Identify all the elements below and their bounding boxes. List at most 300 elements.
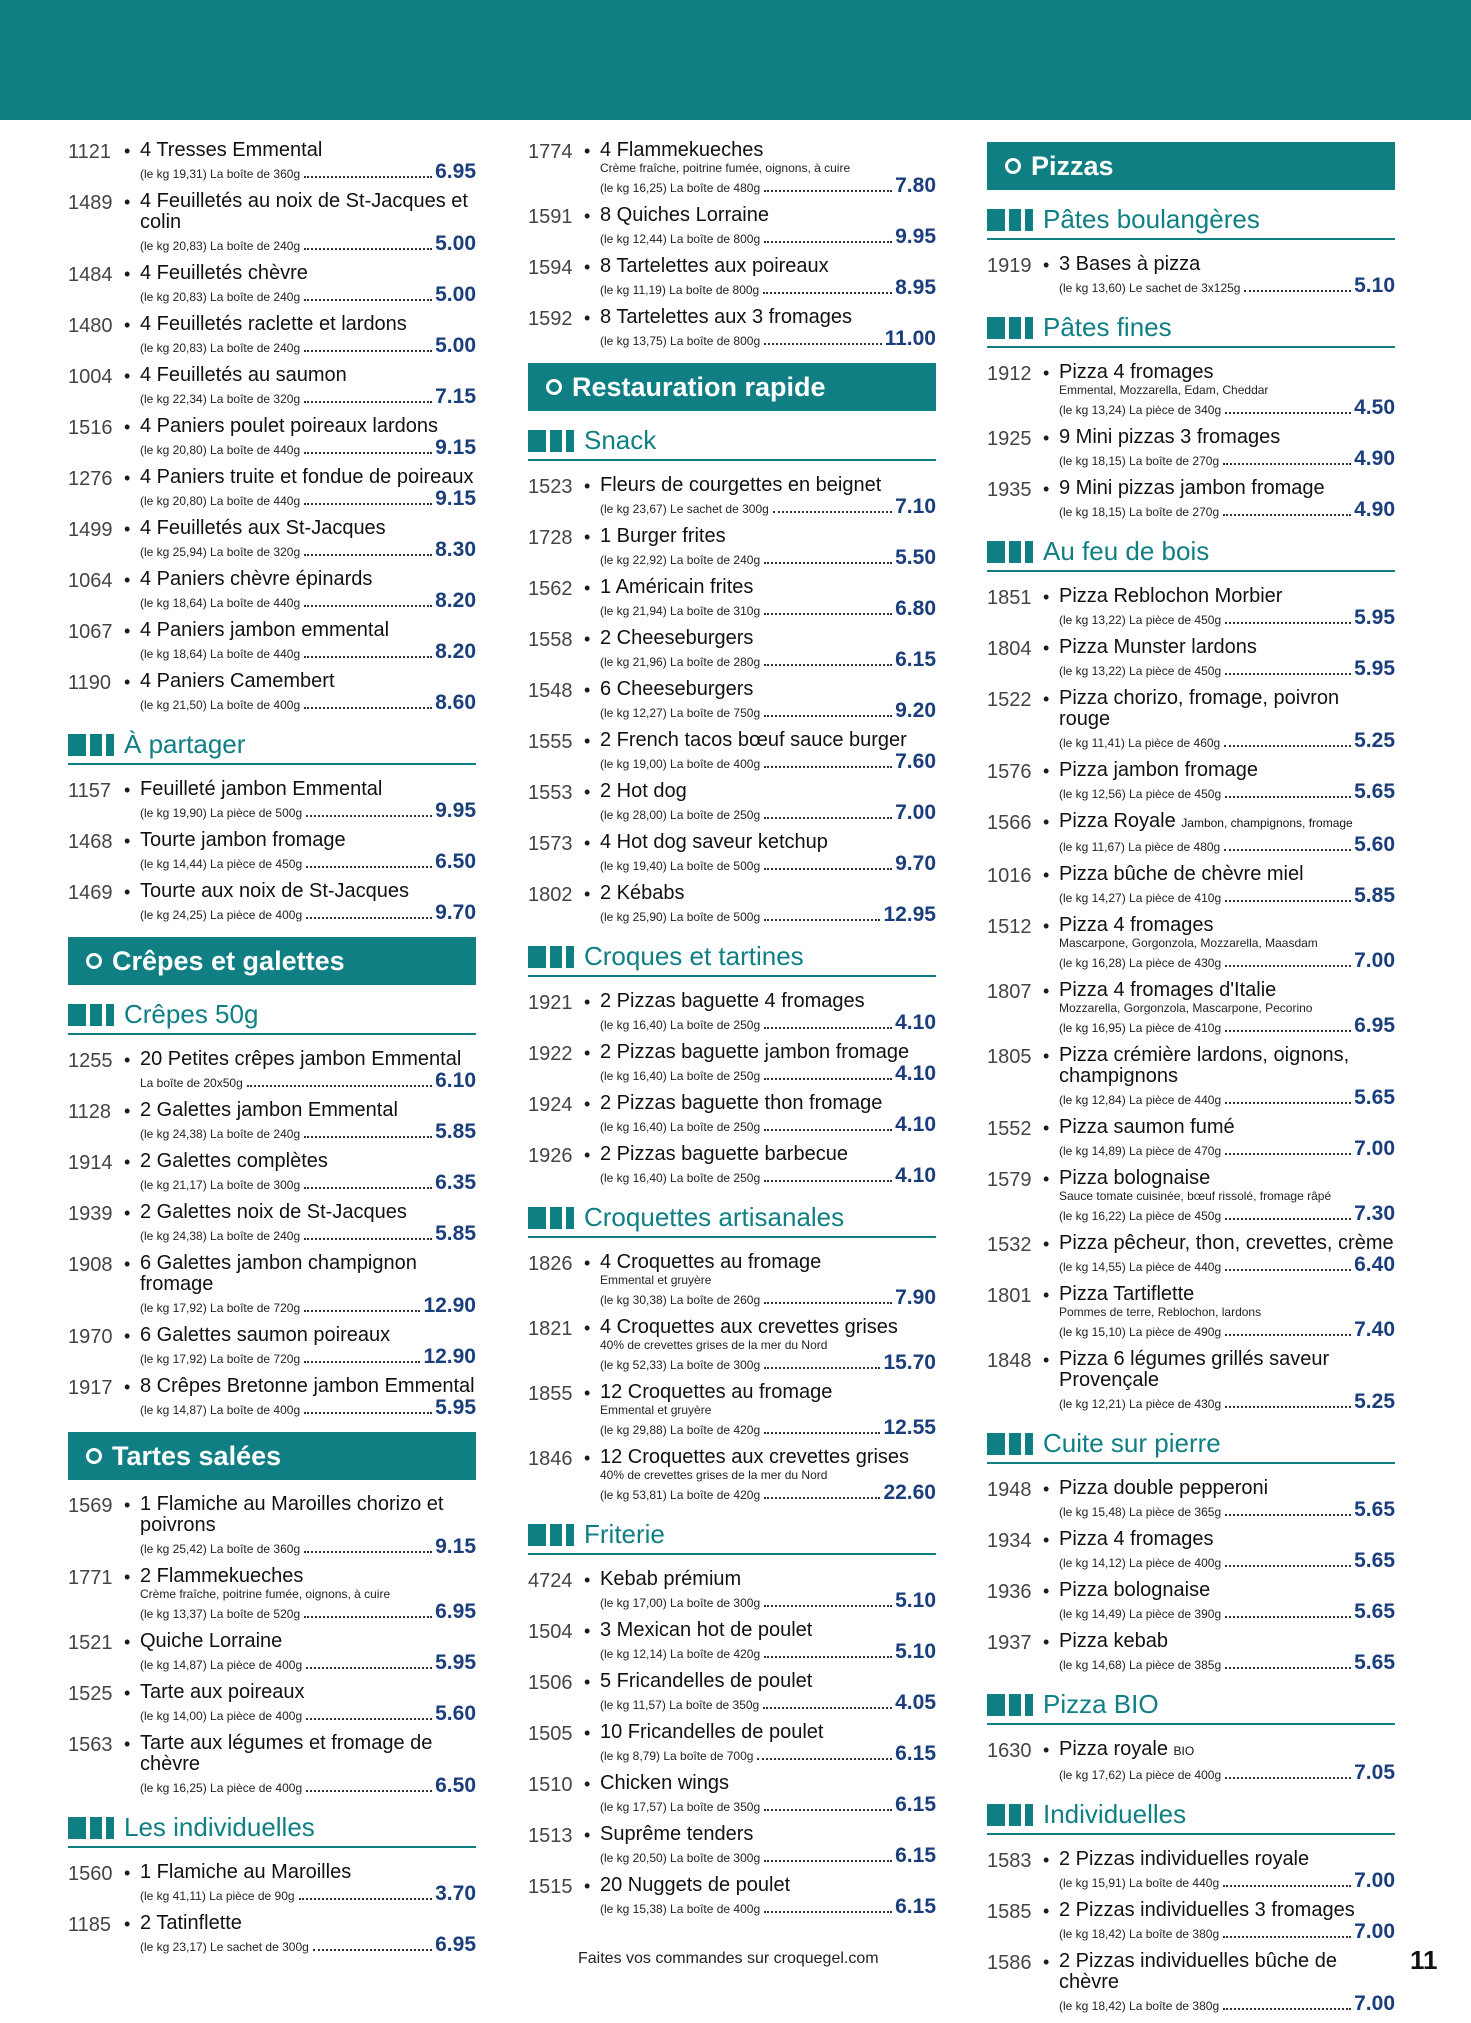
product-row — [987, 478, 1395, 522]
product-code: 1157 — [68, 780, 112, 802]
product-body — [600, 140, 936, 198]
product-name — [600, 991, 936, 1012]
price-line — [600, 1351, 936, 1375]
dot-leader — [1225, 1565, 1351, 1567]
product-row — [68, 1100, 476, 1144]
product-price: 6.95 — [435, 1600, 476, 1623]
product-list — [987, 254, 1395, 298]
product-body — [600, 1144, 936, 1188]
dot-leader — [1225, 900, 1351, 902]
product-name-text: 2 Galettes jambon Emmental — [140, 1099, 398, 1121]
unit-price: (le kg 16,95) La pièce de 410g — [1059, 1021, 1222, 1035]
unit-price: (le kg 20,83) La boîte de 240g — [140, 239, 301, 253]
subsection-title: Au feu de bois — [1043, 536, 1210, 566]
dot-leader — [306, 1667, 432, 1669]
product-body — [1059, 864, 1395, 908]
dot-leader — [764, 1180, 892, 1182]
product-name — [600, 1875, 936, 1896]
product-body — [1059, 1739, 1395, 1785]
product-name-text: 1 Burger frites — [600, 525, 726, 547]
product-body — [140, 779, 476, 823]
bullet-icon: • — [1043, 638, 1050, 658]
product-name-text: 4 Feuilletés raclette et lardons — [140, 313, 407, 335]
price-line — [1059, 657, 1395, 681]
section-title: Tartes salées — [112, 1440, 282, 1471]
dot-leader — [1225, 1030, 1351, 1032]
product-name — [600, 679, 936, 700]
price-line — [140, 160, 476, 184]
product-list — [68, 140, 476, 715]
bullet-icon: • — [584, 1723, 591, 1743]
bullet-icon: • — [124, 141, 131, 161]
price-line — [600, 801, 936, 825]
product-body — [140, 1151, 476, 1195]
product-code: 1826 — [528, 1253, 573, 1275]
dot-leader — [764, 1605, 892, 1607]
dot-leader — [304, 299, 432, 301]
bullet-icon: • — [124, 1203, 131, 1223]
unit-price: (le kg 24,38) La boîte de 240g — [140, 1127, 301, 1141]
bullet-icon: • — [124, 468, 131, 488]
product-name — [600, 1252, 936, 1273]
price-line — [600, 1895, 936, 1919]
bullet-icon: • — [584, 884, 591, 904]
product-price: 5.65 — [1354, 1600, 1395, 1623]
price-line — [600, 750, 936, 774]
product-body — [1059, 811, 1395, 857]
product-price: 7.80 — [895, 174, 936, 197]
bullet-icon: • — [124, 1495, 131, 1515]
product-code: 1576 — [987, 761, 1032, 783]
product-price: 8.60 — [435, 691, 476, 714]
section-title: Pizzas — [1031, 150, 1114, 181]
product-name-text: 9 Mini pizzas jambon fromage — [1059, 477, 1325, 499]
product-body — [140, 1100, 476, 1144]
product-code: 1064 — [68, 570, 113, 592]
unit-price: (le kg 12,56) La pièce de 450g — [1059, 787, 1222, 801]
product-row — [528, 475, 936, 519]
product-row — [68, 365, 476, 409]
product-list — [528, 991, 936, 1188]
subsection-title: À partager — [124, 729, 246, 759]
product-body — [600, 577, 936, 621]
product-name-text: 2 Pizzas individuelles 3 fromages — [1059, 1899, 1355, 1921]
product-description: Sauce tomate cuisinée, bœuf rissolé, fromage râpé — [1059, 1189, 1332, 1203]
dot-leader — [304, 1310, 420, 1312]
price-line — [600, 174, 936, 198]
product-list — [987, 586, 1395, 1414]
bars-icon — [987, 1804, 1037, 1826]
dot-leader — [1225, 1667, 1351, 1669]
product-row — [528, 730, 936, 774]
product-description: Pommes de terre, Reblochon, lardons — [1059, 1305, 1262, 1319]
product-name-text: 8 Crêpes Bretonne jambon Emmental — [140, 1375, 475, 1397]
product-name-text: Pizza bolognaise — [1059, 1167, 1211, 1189]
product-code: 1937 — [987, 1632, 1032, 1654]
unit-price: (le kg 18,42) La boîte de 380g — [1059, 1927, 1220, 1941]
unit-price: (le kg 14,27) La pièce de 410g — [1059, 891, 1222, 905]
product-list — [528, 1569, 936, 1919]
price-line — [140, 1294, 476, 1318]
product-body — [140, 467, 476, 511]
product-name-text: Pizza 4 fromages — [1059, 361, 1214, 383]
product-name — [140, 569, 476, 590]
product-body — [140, 1913, 476, 1957]
product-code: 1926 — [528, 1145, 573, 1167]
product-body — [1059, 637, 1395, 681]
product-code: 1821 — [528, 1318, 573, 1340]
product-name-text: 2 Pizzas baguette 4 fromages — [600, 990, 865, 1012]
unit-price: (le kg 19,00) La boîte de 400g — [600, 757, 761, 771]
dot-leader — [1225, 673, 1351, 675]
product-row — [987, 811, 1395, 857]
product-name — [140, 671, 476, 692]
product-price: 4.10 — [895, 1011, 936, 1034]
product-code: 1128 — [68, 1101, 112, 1123]
dot-leader — [1225, 1153, 1351, 1155]
product-name-text: 2 Hot dog — [600, 780, 687, 802]
unit-price: (le kg 17,00) La boîte de 300g — [600, 1596, 761, 1610]
product-name — [1059, 915, 1395, 936]
product-code: 1523 — [528, 476, 573, 498]
dot-leader — [1244, 290, 1351, 292]
product-row — [68, 1494, 476, 1559]
product-name-text: 4 Flammekueches — [600, 139, 764, 161]
bullet-icon: • — [1043, 981, 1050, 1001]
product-name-text: 4 Feuilletés aux St-Jacques — [140, 517, 386, 539]
dot-leader — [304, 1551, 432, 1553]
product-price: 5.00 — [435, 334, 476, 357]
unit-price: (le kg 12,21) La pièce de 430g — [1059, 1397, 1222, 1411]
bullet-icon: • — [124, 1152, 131, 1172]
unit-price: (le kg 14,49) La pièce de 390g — [1059, 1607, 1222, 1621]
price-line — [1059, 1014, 1395, 1038]
product-description: Mozzarella, Gorgonzola, Mascarpone, Pecorino — [1059, 1001, 1313, 1015]
product-name — [600, 577, 936, 598]
product-price: 5.95 — [435, 1396, 476, 1419]
dot-leader — [764, 562, 892, 564]
product-body — [1059, 915, 1395, 973]
product-list — [987, 362, 1395, 522]
product-price: 7.15 — [435, 385, 476, 408]
dot-leader — [299, 1898, 433, 1900]
dot-leader — [304, 401, 432, 403]
product-code: 1521 — [68, 1632, 113, 1654]
product-name — [600, 781, 936, 802]
price-line — [1059, 949, 1395, 973]
dot-leader — [1225, 965, 1351, 967]
unit-price: (le kg 25,94) La boîte de 320g — [140, 545, 301, 559]
unit-price: (le kg 16,40) La boîte de 250g — [600, 1018, 761, 1032]
product-description: Mascarpone, Gorgonzola, Mozzarella, Maasdam — [1059, 936, 1318, 950]
unit-price: (le kg 28,00) La boîte de 250g — [600, 808, 761, 822]
product-row — [528, 1569, 936, 1613]
product-body — [140, 365, 476, 409]
bars-icon — [68, 1817, 118, 1839]
product-price: 5.25 — [1354, 729, 1395, 752]
price-line — [140, 1171, 476, 1195]
bars-icon — [987, 317, 1037, 339]
dot-leader — [306, 1790, 432, 1792]
product-name-text: 4 Croquettes au fromage — [600, 1251, 822, 1273]
product-code: 1016 — [987, 865, 1032, 887]
product-name — [1059, 1349, 1395, 1391]
subsection-pizza-bio — [987, 1689, 1395, 1725]
product-row — [68, 518, 476, 562]
product-body — [600, 1317, 936, 1375]
product-name-text: 4 Croquettes aux crevettes grises — [600, 1316, 898, 1338]
product-name-text: 8 Quiches Lorraine — [600, 204, 769, 226]
dot-leader — [764, 1497, 880, 1499]
dot-leader — [304, 503, 432, 505]
subsection-friterie — [528, 1519, 936, 1555]
bullet-icon: • — [1043, 1169, 1050, 1189]
product-price: 9.95 — [895, 225, 936, 248]
product-description: Crème fraîche, poitrine fumée, oignons, à cuire — [600, 161, 851, 175]
bullet-icon: • — [1043, 1632, 1050, 1652]
product-name — [1059, 1951, 1395, 1993]
product-row — [68, 1913, 476, 1957]
product-price: 5.10 — [895, 1640, 936, 1663]
product-body — [1059, 980, 1395, 1038]
product-list — [528, 475, 936, 927]
product-code: 1948 — [987, 1479, 1032, 1501]
price-line — [140, 1702, 476, 1726]
section-tartes-salees — [68, 1432, 476, 1480]
subsection-title: Snack — [584, 425, 657, 455]
bullet-icon: • — [124, 1863, 131, 1883]
product-price: 6.35 — [435, 1171, 476, 1194]
product-body — [1059, 1284, 1395, 1342]
bullet-icon: • — [584, 833, 591, 853]
product-row — [987, 980, 1395, 1038]
product-name-text: 4 Paniers Camembert — [140, 670, 335, 692]
unit-price: (le kg 8,79) La boîte de 700g — [600, 1749, 754, 1763]
product-body — [140, 881, 476, 925]
product-name-text: 12 Croquettes au fromage — [600, 1381, 833, 1403]
unit-price: (le kg 15,10) La pièce de 490g — [1059, 1325, 1222, 1339]
unit-price: (le kg 29,88) La boîte de 420g — [600, 1423, 761, 1437]
dot-leader — [764, 1027, 892, 1029]
unit-price: (le kg 18,42) La boîte de 380g — [1059, 1999, 1220, 2013]
product-name — [140, 1913, 476, 1934]
price-line — [1059, 1651, 1395, 1675]
product-name — [140, 518, 476, 539]
product-name — [1059, 362, 1395, 383]
product-body — [600, 1252, 936, 1310]
product-name — [140, 881, 476, 902]
product-name — [140, 779, 476, 800]
product-code: 1594 — [528, 257, 573, 279]
product-body — [1059, 1478, 1395, 1522]
unit-price: (le kg 13,22) La pièce de 450g — [1059, 613, 1222, 627]
product-name-text: 4 Feuilletés au saumon — [140, 364, 347, 386]
product-name-text: 2 Pizzas individuelles royale — [1059, 1848, 1310, 1870]
product-price: 6.50 — [435, 1774, 476, 1797]
price-line — [140, 1222, 476, 1246]
product-body — [600, 205, 936, 249]
product-row — [68, 314, 476, 358]
product-price: 5.85 — [435, 1222, 476, 1245]
price-line — [600, 903, 936, 927]
product-description: Emmental et gruyère — [600, 1273, 712, 1287]
product-name-text: 1 Flamiche au Maroilles — [140, 1861, 352, 1883]
product-row — [528, 883, 936, 927]
product-name-text: 2 Flammekueches — [140, 1565, 304, 1587]
price-line — [1059, 1253, 1395, 1277]
bars-icon — [987, 1433, 1037, 1455]
product-name-text: 1 Flamiche au Maroilles chorizo et poivrons — [140, 1493, 444, 1536]
product-row — [987, 1045, 1395, 1110]
dot-leader — [304, 605, 432, 607]
price-line — [600, 699, 936, 723]
product-name-note: Jambon, champignons, fromage — [1181, 816, 1353, 830]
dot-leader — [304, 1187, 432, 1189]
bullet-icon: • — [584, 1043, 591, 1063]
bullet-icon: • — [1043, 428, 1050, 448]
bullet-icon: • — [584, 782, 591, 802]
subsection-individuelles — [987, 1799, 1395, 1835]
subsection-snack — [528, 425, 936, 461]
product-name — [1059, 760, 1395, 781]
product-body — [1059, 1580, 1395, 1624]
bullet-icon: • — [584, 308, 591, 328]
product-name-text: 3 Mexican hot de poulet — [600, 1619, 813, 1641]
unit-price: (le kg 22,34) La boîte de 320g — [140, 392, 301, 406]
product-name-text: 2 Kébabs — [600, 882, 685, 904]
product-code: 1585 — [987, 1901, 1032, 1923]
unit-price: (le kg 11,67) La pièce de 480g — [1059, 840, 1221, 854]
product-name — [600, 1773, 936, 1794]
product-row — [68, 881, 476, 925]
price-line — [1059, 833, 1395, 857]
product-body — [1059, 1900, 1395, 1944]
price-line — [600, 1742, 936, 1766]
product-code: 1936 — [987, 1581, 1032, 1603]
product-row — [987, 1117, 1395, 1161]
product-code: 1939 — [68, 1203, 113, 1225]
price-line — [600, 276, 936, 300]
product-row — [987, 586, 1395, 630]
product-code: 1484 — [68, 264, 113, 286]
product-price: 7.05 — [1354, 1761, 1395, 1784]
product-name-text: 8 Tartelettes aux 3 fromages — [600, 306, 852, 328]
product-name — [600, 1093, 936, 1114]
unit-price: (le kg 15,91) La boîte de 440g — [1059, 1876, 1220, 1890]
product-name — [1059, 980, 1395, 1001]
dot-leader — [306, 917, 432, 919]
unit-price: (le kg 13,24) La pièce de 340g — [1059, 403, 1222, 417]
product-row — [528, 1875, 936, 1919]
product-code: 1552 — [987, 1118, 1032, 1140]
unit-price: (le kg 13,22) La pièce de 450g — [1059, 664, 1222, 678]
product-price: 6.10 — [435, 1069, 476, 1092]
unit-price: (le kg 21,50) La boîte de 400g — [140, 698, 301, 712]
product-code: 1513 — [528, 1825, 573, 1847]
product-name — [1059, 1580, 1395, 1601]
price-line — [1059, 884, 1395, 908]
product-body — [1059, 1045, 1395, 1110]
circle-icon — [86, 953, 102, 969]
bullet-icon: • — [584, 1253, 591, 1273]
product-code: 1489 — [68, 192, 113, 214]
bullet-icon: • — [124, 366, 131, 386]
section-restauration-rapide — [528, 363, 936, 411]
bullet-icon: • — [124, 570, 131, 590]
subsection-title: Crêpes 50g — [124, 999, 259, 1029]
product-price: 4.10 — [895, 1113, 936, 1136]
product-name-text: 4 Feuilletés au noix de St-Jacques et colin — [140, 190, 468, 233]
price-line — [140, 850, 476, 874]
unit-price: (le kg 11,19) La boîte de 800g — [600, 283, 760, 297]
unit-price: (le kg 13,60) Le sachet de 3x125g — [1059, 281, 1241, 295]
product-name — [140, 830, 476, 851]
dot-leader — [764, 664, 892, 666]
product-body — [140, 671, 476, 715]
subsection-crepes-50g — [68, 999, 476, 1035]
product-row — [987, 1900, 1395, 1944]
product-code: 1970 — [68, 1326, 113, 1348]
unit-price: (le kg 18,64) La boîte de 440g — [140, 596, 301, 610]
product-price: 8.20 — [435, 589, 476, 612]
product-row — [68, 1631, 476, 1675]
product-body — [1059, 760, 1395, 804]
dot-leader — [1225, 1334, 1351, 1336]
subsection-title: Pâtes boulangères — [1043, 204, 1260, 234]
bullet-icon: • — [1043, 761, 1050, 781]
product-code: 1805 — [987, 1046, 1032, 1068]
bullet-icon: • — [1043, 255, 1050, 275]
unit-price: (le kg 17,57) La boîte de 350g — [600, 1800, 761, 1814]
product-price: 5.10 — [1354, 274, 1395, 297]
unit-price: (le kg 16,25) La pièce de 400g — [140, 1781, 303, 1795]
product-name-text: Suprême tenders — [600, 1823, 754, 1845]
price-line — [1059, 1202, 1395, 1226]
dot-leader — [763, 1707, 892, 1709]
unit-price: (le kg 13,75) La boîte de 800g — [600, 334, 761, 348]
price-line — [140, 487, 476, 511]
bullet-icon: • — [584, 629, 591, 649]
product-price: 5.60 — [435, 1702, 476, 1725]
product-price: 7.00 — [1354, 1992, 1395, 2015]
product-row — [68, 1682, 476, 1726]
price-line — [600, 1481, 936, 1505]
bars-icon — [528, 1207, 578, 1229]
bullet-icon: • — [584, 1145, 591, 1165]
product-row — [68, 1325, 476, 1369]
product-body — [140, 518, 476, 562]
product-name-text: 10 Fricandelles de poulet — [600, 1721, 824, 1743]
product-name — [1059, 1045, 1395, 1087]
product-name-text: Pizza bûche de chèvre miel — [1059, 863, 1304, 885]
product-row — [528, 1722, 936, 1766]
product-row — [528, 526, 936, 570]
product-name-text: 4 Feuilletés chèvre — [140, 262, 308, 284]
product-name-text: 20 Nuggets de poulet — [600, 1874, 791, 1896]
dot-leader — [1223, 1936, 1351, 1938]
product-name — [140, 1049, 476, 1070]
product-name-text: Pizza bolognaise — [1059, 1579, 1211, 1601]
dot-leader — [313, 1949, 432, 1951]
dot-leader — [304, 1361, 420, 1363]
product-name — [140, 1682, 476, 1703]
product-price: 4.10 — [895, 1062, 936, 1085]
product-name-text: 2 Galettes noix de St-Jacques — [140, 1201, 407, 1223]
product-price: 5.10 — [895, 1589, 936, 1612]
product-body — [600, 730, 936, 774]
product-row — [68, 569, 476, 613]
price-line — [140, 1933, 476, 1957]
